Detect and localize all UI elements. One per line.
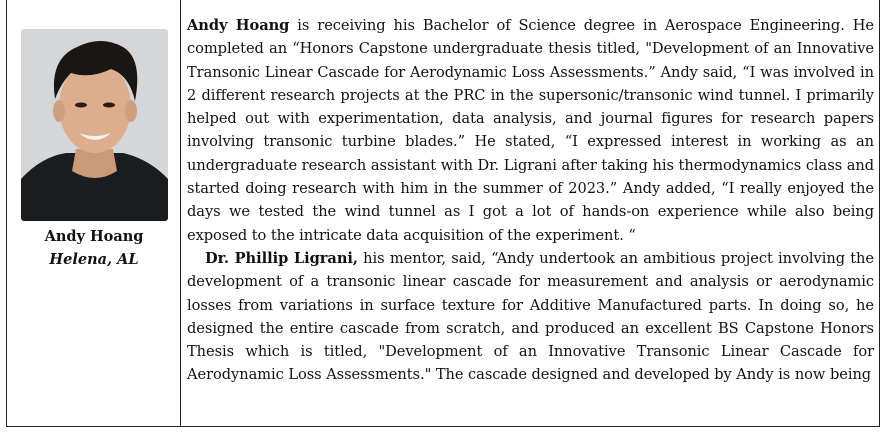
profile-cell [7, 0, 181, 426]
profile-photo [21, 29, 168, 221]
paragraph-2-text: his mentor, said, “Andy undertook an ambitious project involving the development of a transonic linear cascade for measurement and analysis or aerodynamic losses from variations in surface texture for Additive Manufactured parts. In doing so, he designed the entire cascade from scratch, and produced an excellent BS Capstone Honors Thesis which is titled, "Development of an Innovative Transonic Linear Cascade for Aerodynamic Loss Assessments." The cascade designed and developed by Andy is now being [187, 249, 874, 384]
paragraph-2 [187, 247, 874, 387]
mentor-name-bold: Dr. Phillip Ligrani, [205, 249, 358, 267]
paragraph-1-text: is receiving his Bachelor of Science degree in Aerospace Engineering. He completed an “Honors Capstone undergraduate thesis titled, "Development of an Innovative Transonic Linear Cascade for Aerodynamic Loss Assessments.” Andy said, “I was involved in 2 different research projects at the PRC in the supersonic/transonic wind tunnel. I primarily helped out with experimentation, data analysis, and journal figures for research papers involving transonic turbine blades.” He stated, “I expressed interest in working as an undergraduate research assistant with Dr. Ligrani after taking his thermodynamics class and started doing research with him in the summer of 2023.” Andy added, “I really enjoyed the days we tested the wind tunnel as I got a lot of hands-on experience while also being exposed to the intricate data acquisition of the experiment. “ [187, 17, 874, 244]
profile-location: Helena, AL [49, 251, 139, 268]
profile-table [6, 0, 880, 427]
profile-name: Andy Hoang [44, 228, 144, 245]
profile-text-cell [181, 0, 879, 426]
paragraph-1 [187, 14, 874, 247]
student-name-bold: Andy Hoang [187, 17, 290, 34]
